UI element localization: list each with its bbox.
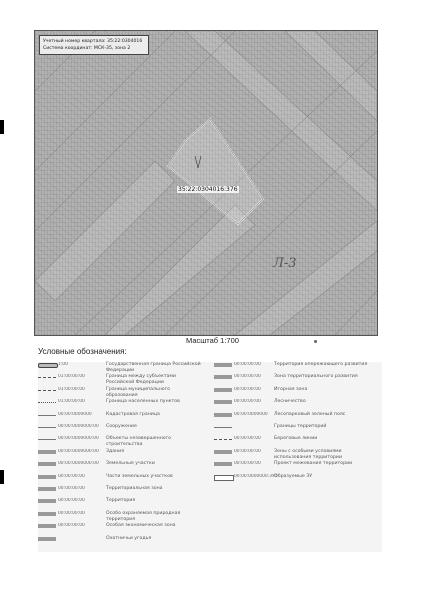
legend-symbol bbox=[214, 427, 232, 428]
map-header-box bbox=[39, 35, 149, 55]
legend-text: Объекты незавершенного строительства bbox=[106, 436, 171, 448]
legend-text: Игорная зона bbox=[274, 386, 308, 392]
map-area[interactable] bbox=[34, 30, 378, 336]
legend-item bbox=[38, 436, 202, 448]
legend-code: 00:00:0000000 bbox=[234, 411, 268, 417]
legend-code: 00:00:00:00 bbox=[234, 374, 261, 380]
legend-item bbox=[38, 498, 202, 510]
legend-item bbox=[38, 523, 202, 535]
legend-item bbox=[214, 449, 370, 461]
legend-symbol bbox=[38, 439, 56, 440]
coordinate-system: Система координат: МСК-35, зона 2 bbox=[43, 46, 131, 51]
legend-text: Государственная граница Российской Федерации bbox=[106, 362, 201, 373]
legend-symbol bbox=[214, 363, 232, 367]
legend-code: 00:00:0000000:00 bbox=[58, 424, 99, 429]
legend-symbol bbox=[214, 388, 232, 392]
handwritten-mark: Л-3 bbox=[273, 256, 297, 271]
legend-code: 00:00:00:00 bbox=[58, 510, 85, 516]
legend-code: 00:00:00:00 bbox=[234, 461, 261, 467]
road-band bbox=[285, 31, 377, 121]
legend-symbol bbox=[214, 450, 232, 454]
legend-text: Границы территорий bbox=[274, 424, 327, 429]
legend-item bbox=[214, 474, 370, 486]
legend-item bbox=[38, 424, 202, 436]
legend-text: Территория опережающего развития bbox=[274, 362, 368, 367]
legend-symbol bbox=[38, 363, 58, 368]
legend-symbol bbox=[38, 499, 56, 503]
legend-item bbox=[214, 362, 370, 374]
legend-code: 00:00:0000000:00 bbox=[58, 461, 99, 467]
legend-item bbox=[214, 424, 370, 436]
legend-symbol bbox=[38, 427, 56, 428]
legend-symbol bbox=[38, 537, 56, 541]
legend-code: 00:00:0000000:ЗУ1 bbox=[234, 473, 278, 479]
legend-code: 00:00:00:00 bbox=[234, 386, 261, 392]
legend-item bbox=[214, 461, 370, 473]
legend-code: 01:00:00:00 bbox=[58, 399, 85, 405]
legend-text: Кадастровая граница bbox=[106, 411, 160, 417]
legend-symbol bbox=[214, 475, 234, 481]
legend-item bbox=[38, 474, 202, 486]
legend-text: Береговые линии bbox=[274, 436, 318, 442]
legend-symbol bbox=[214, 375, 232, 379]
quarter-number: Учетный номер квартала: 35:22:0304016 bbox=[43, 39, 143, 44]
legend-item bbox=[38, 387, 202, 399]
legend-text: Зона территориального развития bbox=[274, 374, 358, 380]
legend-item bbox=[38, 374, 202, 386]
legend-symbol bbox=[38, 524, 56, 528]
legend-symbol bbox=[38, 377, 56, 378]
legend-item bbox=[214, 374, 370, 386]
legend-text: Части земельных участков bbox=[106, 473, 173, 479]
legend-text: Особая экономическая зона bbox=[106, 523, 176, 529]
legend-item bbox=[38, 486, 202, 498]
parcel-cadastral-number[interactable]: 35:22:0304016:376 bbox=[178, 186, 238, 193]
legend-symbol bbox=[214, 439, 232, 440]
legend-symbol bbox=[214, 462, 232, 466]
legend-symbol bbox=[38, 487, 56, 491]
legend-symbol bbox=[214, 413, 232, 417]
legend-item bbox=[214, 412, 370, 424]
legend-text: Проект межевания территории bbox=[274, 461, 353, 467]
legend-text: Лесопарковый зеленый пояс bbox=[274, 411, 346, 417]
scale-label: Масштаб 1:700 bbox=[186, 336, 239, 345]
legend-code: 00:00:00:00 bbox=[234, 448, 261, 454]
legend-code: 00:00:00:00 bbox=[58, 498, 85, 504]
legend-text: Граница населенных пунктов bbox=[106, 399, 180, 405]
legend-code: 00:00:00:00 bbox=[234, 436, 261, 442]
legend-text: Образуемые ЗУ bbox=[274, 473, 313, 479]
map-graphics bbox=[35, 31, 377, 335]
legend-item bbox=[38, 536, 202, 548]
legend-symbol bbox=[38, 450, 56, 454]
legend-text: Граница между субъектами Российской Федерации bbox=[106, 374, 176, 386]
legend-symbol bbox=[38, 390, 56, 391]
legend-item bbox=[214, 387, 370, 399]
legend-item bbox=[214, 436, 370, 448]
legend-symbol bbox=[38, 415, 56, 416]
legend-code: 01:00:00:00 bbox=[58, 374, 85, 380]
legend-code: 00:00:00:00 bbox=[58, 486, 85, 491]
legend-text: Территориальная зона bbox=[106, 486, 163, 491]
legend-symbol bbox=[38, 402, 56, 403]
legend-item bbox=[38, 362, 202, 374]
legend-code: 1:00 bbox=[58, 362, 68, 367]
legend-item bbox=[38, 412, 202, 424]
legend-text: Земельные участки bbox=[106, 461, 155, 467]
legend-text: Охотничьи угодья bbox=[106, 535, 152, 541]
legend-code: 00:00:00:00 bbox=[58, 523, 85, 529]
legend-item bbox=[38, 449, 202, 461]
legend bbox=[38, 362, 382, 552]
legend-item bbox=[38, 511, 202, 523]
legend-symbol bbox=[214, 400, 232, 404]
legend-code: 00:00:00:00 bbox=[234, 362, 261, 367]
punch-mark bbox=[0, 470, 4, 484]
legend-text: Лесничество bbox=[274, 399, 306, 405]
legend-text: Граница муниципального образования bbox=[106, 386, 170, 398]
road-band bbox=[35, 161, 175, 301]
legend-text: Территория bbox=[106, 498, 136, 504]
legend-item bbox=[38, 461, 202, 473]
legend-symbol bbox=[38, 462, 56, 466]
legend-text: Здания bbox=[106, 448, 125, 454]
legend-item bbox=[38, 399, 202, 411]
legend-code: 00:00:00:00 bbox=[234, 399, 261, 405]
road-band bbox=[235, 221, 377, 335]
legend-title: Условные обозначения: bbox=[38, 347, 127, 356]
legend-code: 00:00:0000000 bbox=[58, 411, 92, 417]
legend-symbol bbox=[38, 475, 56, 479]
dot-mark bbox=[314, 340, 317, 343]
legend-code: 00:00:00:00 bbox=[58, 473, 85, 479]
legend-text: Сооружение bbox=[106, 424, 137, 429]
legend-item bbox=[214, 399, 370, 411]
legend-code: 01:00:00:00 bbox=[58, 386, 85, 392]
legend-code: 00:00:0000000:00 bbox=[58, 448, 99, 454]
legend-code: 00:00:0000000:00 bbox=[58, 436, 99, 442]
legend-symbol bbox=[38, 512, 56, 516]
punch-mark bbox=[0, 120, 4, 134]
legend-text: Зоны с особыми условиями использования территории bbox=[274, 448, 343, 460]
legend-text: Особо охраняемая природная территория bbox=[106, 510, 181, 522]
